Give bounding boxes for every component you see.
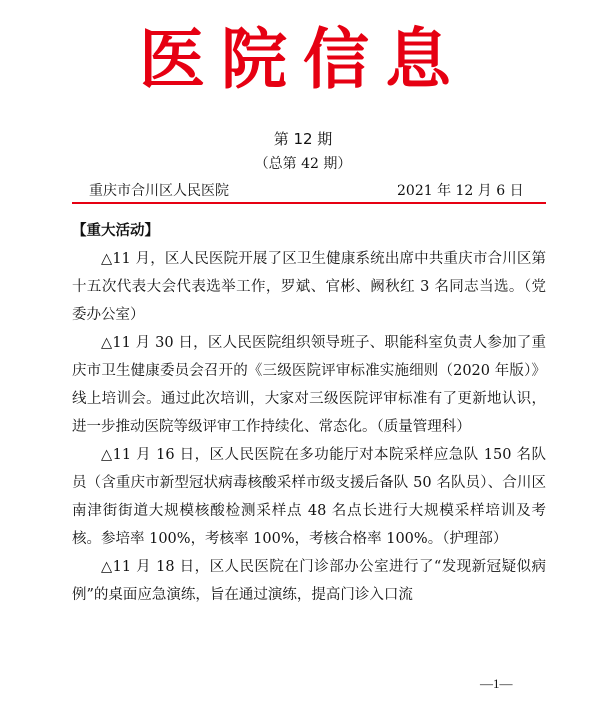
issue-date: 2021 年 12 月 6 日 — [397, 183, 524, 199]
organization-name: 重庆市合川区人民医院 — [89, 183, 229, 199]
total-issue-number: （总第 42 期） — [254, 156, 352, 172]
news-paragraph: △11 月 30 日，区人民医院组织领导班子、职能科室负责人参加了重庆市卫生健康委员会召开的《三级医院评审标准实施细则（2020 年版）》线上培训会。通过此次培训，大家对三级医院评审标准有了更新地认识，进一步推动医院等级评审工作持续化、常态化。（质量管理科） — [72, 335, 546, 435]
news-paragraph: △11 月 16 日，区人民医院在多功能厅对本院采样应急队 150 名队员（含重庆市新型冠状病毒核酸采样市级支援后备队 50 名队员）、合川区南津街街道大规模核酸检测采样点 48 名点长进行大规模采样培训及考核。参培率 100%，考核率 100%，考核合格率 100%。（护理部） — [72, 447, 546, 547]
article-body — [72, 217, 546, 609]
issue-number: 第 12 期 — [273, 130, 333, 148]
section-title: 【重大活动】 — [72, 223, 159, 239]
page-number: —1— — [480, 676, 513, 691]
news-paragraph: △11 月，区人民医院开展了区卫生健康系统出席中共重庆市合川区第十五次代表大会代表选举工作，罗斌、官彬、阙秋红 3 名同志当选。（党委办公室） — [72, 251, 546, 323]
header-divider — [72, 202, 546, 204]
news-paragraph: △11 月 18 日，区人民医院在门诊部办公室进行了“发现新冠疑似病例”的桌面应急演练，旨在通过演练，提高门诊入口流 — [72, 559, 546, 603]
masthead-title: 医院信息 — [139, 21, 467, 98]
